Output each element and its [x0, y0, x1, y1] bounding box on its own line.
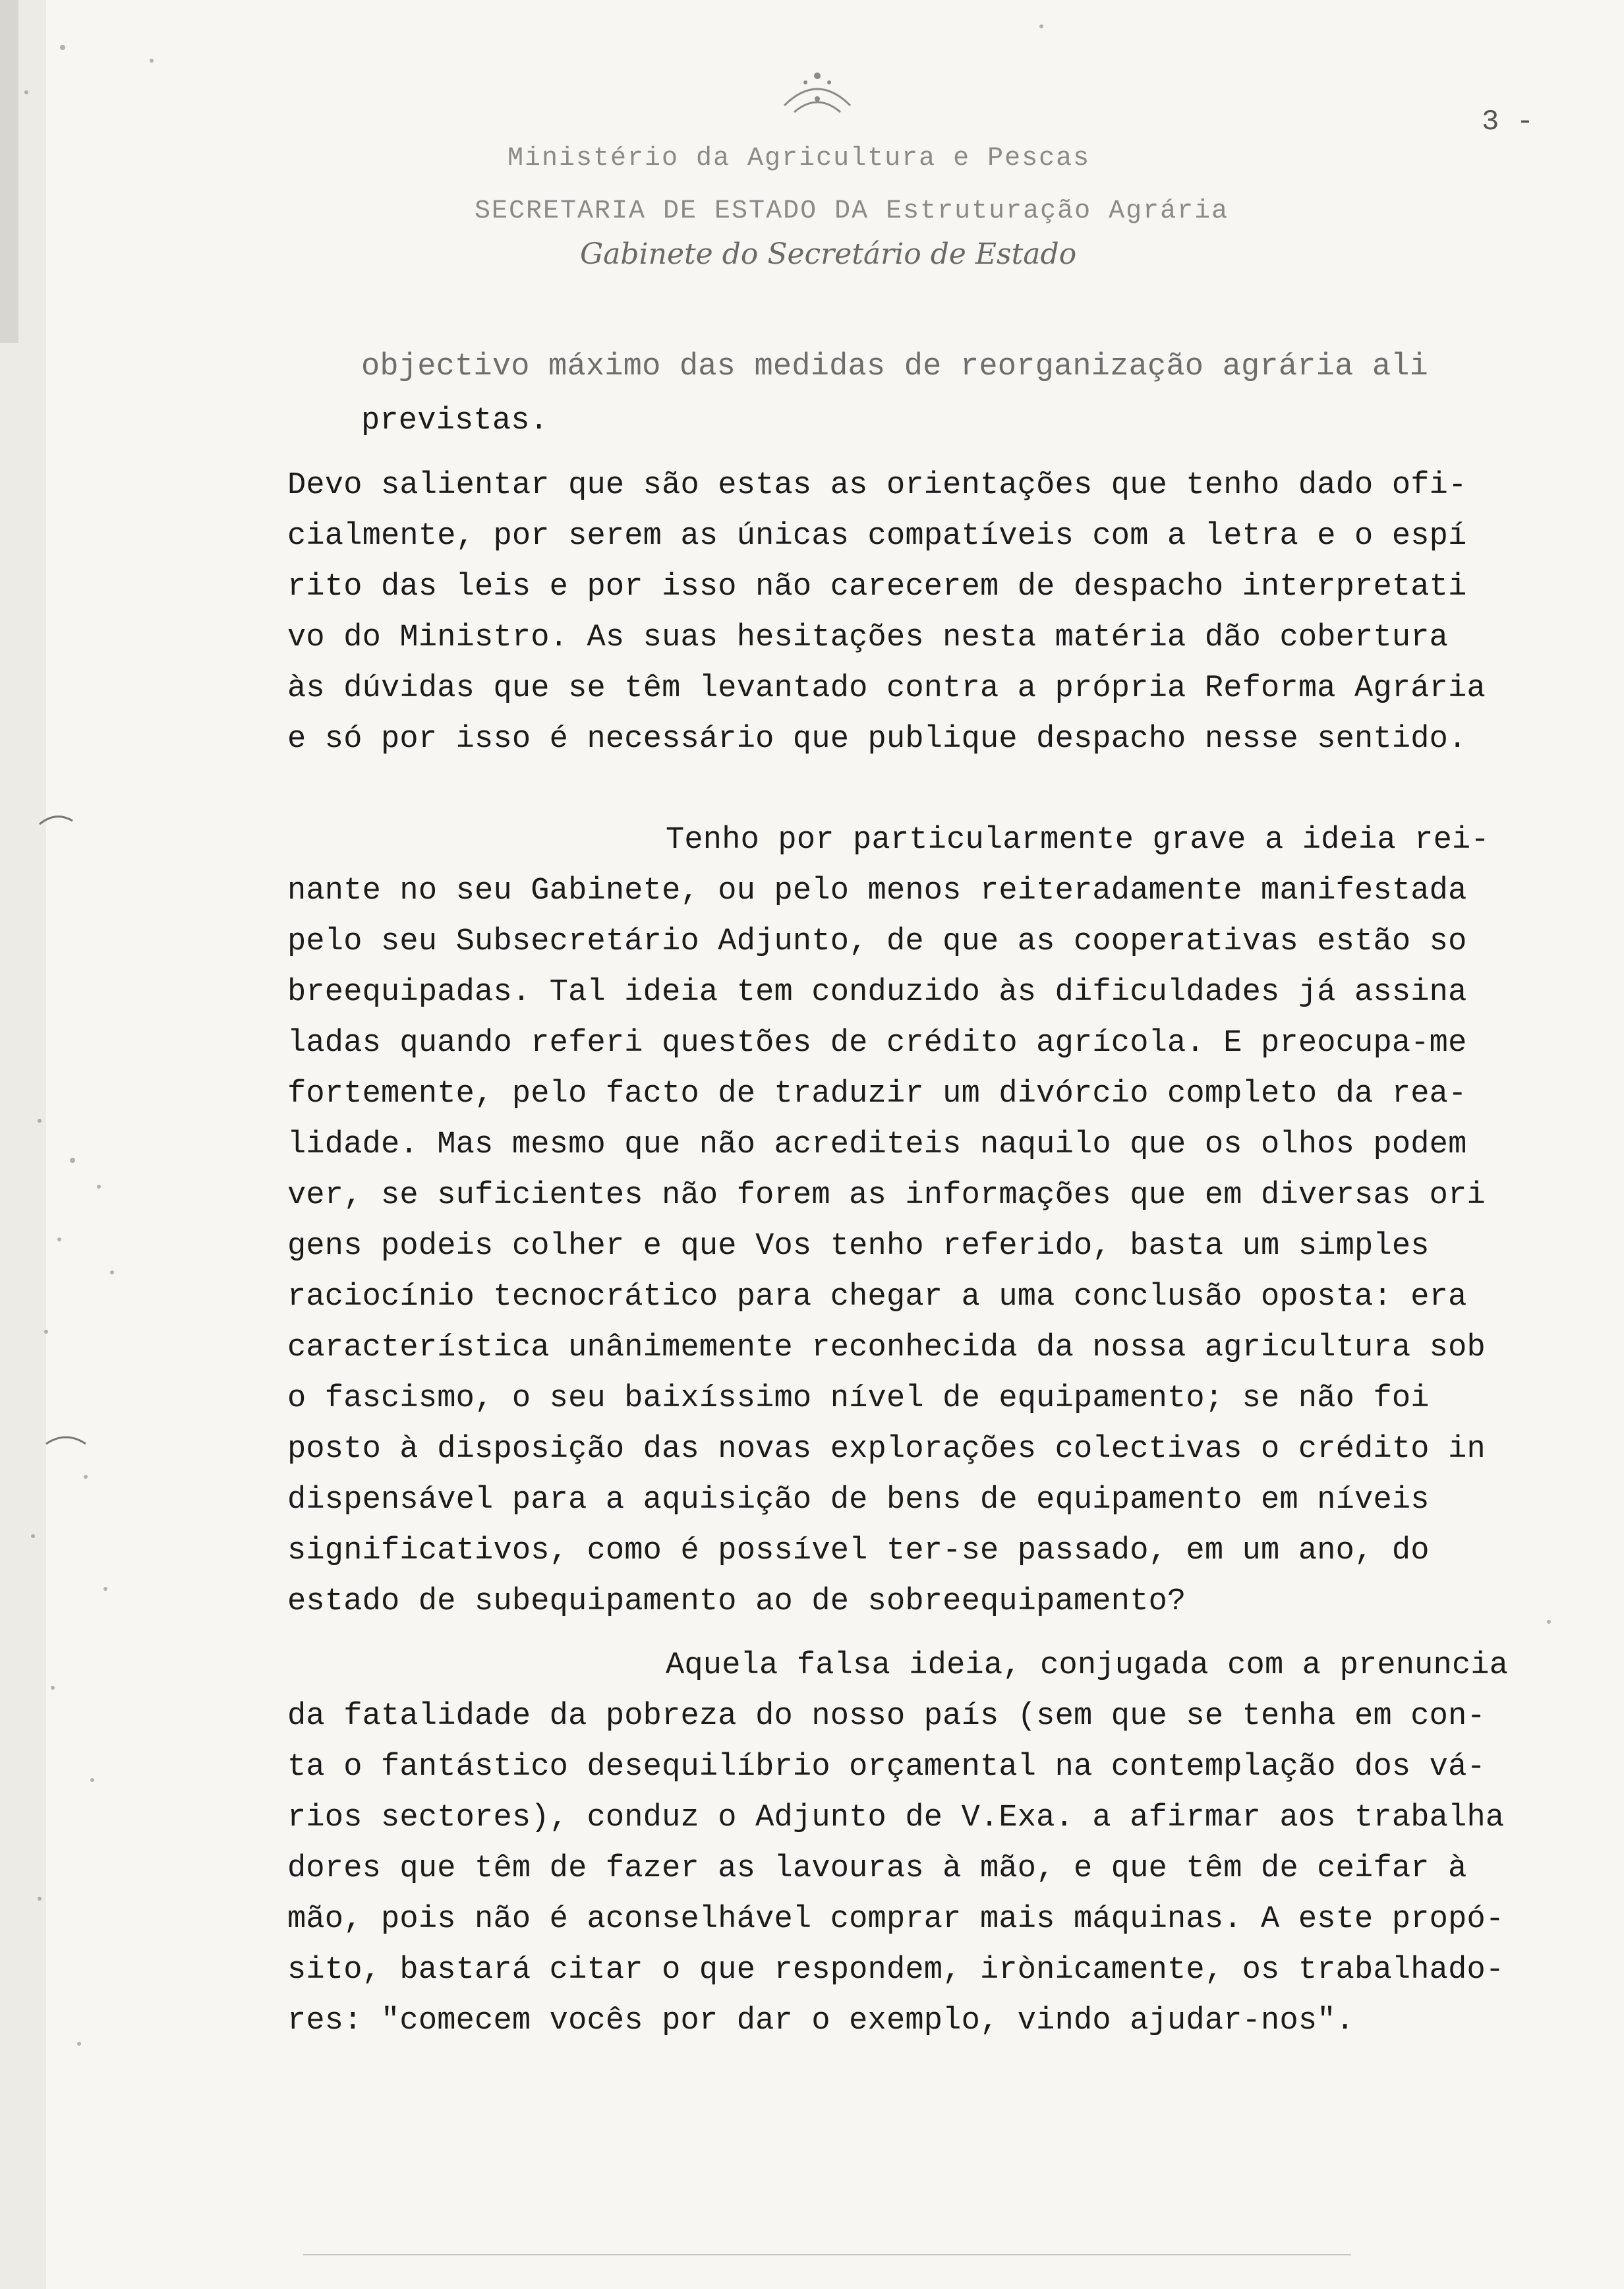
letterhead-ministry: Ministério da Agricultura e Pescas [508, 144, 1091, 173]
text-line: às dúvidas que se têm levantado contra a própria Reforma Agrária [287, 671, 1486, 706]
text-line: significativos, como é possível ter-se passado, em um ano, do [287, 1533, 1430, 1568]
text-line: ver, se suficientes não forem as informações que em diversas ori [287, 1178, 1486, 1213]
text-line: cialmente, por serem as únicas compatíveis com a letra e o espí [287, 519, 1467, 554]
page-number: 3 - [1482, 105, 1534, 138]
text-line: pelo seu Subsecretário Adjunto, de que as cooperativas estão so [287, 924, 1467, 959]
text-line: ladas quando referi questões de crédito agrícola. E preocupa-me [287, 1026, 1467, 1061]
text-line: sito, bastará citar o que respondem, irònicamente, os trabalhado- [287, 1953, 1505, 1988]
republic-seal [765, 59, 870, 132]
text-line: o fascismo, o seu baixíssimo nível de equipamento; se não foi [287, 1381, 1430, 1416]
text-line: raciocínio tecnocrático para chegar a uma conclusão oposta: era [287, 1280, 1467, 1315]
text-line: Devo salientar que são estas as orientações que tenho dado ofi- [287, 468, 1467, 503]
text-line: lidade. Mas mesmo que não acrediteis naquilo que os olhos podem [287, 1127, 1467, 1162]
text-line: breequipadas. Tal ideia tem conduzido às dificuldades já assina [287, 975, 1467, 1010]
text-line: e só por isso é necessário que publique despacho nesse sentido. [287, 722, 1467, 757]
text-line: estado de subequipamento ao de sobreequipamento? [287, 1584, 1186, 1619]
text-line: rito das leis e por isso não carecerem de despacho interpretati [287, 570, 1467, 605]
text-line: dispensável para a aquisição de bens de equipamento em níveis [287, 1483, 1430, 1518]
letterhead-office-stamp: Gabinete do Secretário de Estado [580, 237, 1077, 271]
text-line: posto à disposição das novas explorações colectivas o crédito in [287, 1432, 1486, 1467]
text-line: previstas. [361, 403, 549, 438]
text-line: Tenho por particularmente grave a ideia rei- [666, 823, 1490, 858]
text-line: res: "comecem vocês por dar o exemplo, vindo ajudar-nos". [287, 2004, 1355, 2038]
text-line: rios sectores), conduz o Adjunto de V.Exa. a afirmar aos trabalha [287, 1800, 1505, 1835]
text-line: dores que têm de fazer as lavouras à mão, e que têm de ceifar à [287, 1851, 1467, 1886]
text-line: ta o fantástico desequilíbrio orçamental na contemplação dos vá- [287, 1750, 1486, 1785]
text-line: característica unânimemente reconhecida da nossa agricultura sob [287, 1330, 1486, 1365]
text-line: mão, pois não é aconselhável comprar mais máquinas. A este propó- [287, 1902, 1505, 1937]
text-line: objectivo máximo das medidas de reorganização agrária ali [361, 349, 1429, 384]
text-line: vo do Ministro. As suas hesitações nesta matéria dão cobertura [287, 620, 1449, 655]
text-line: gens podeis colher e que Vos tenho referido, basta um simples [287, 1229, 1430, 1264]
text-line: da fatalidade da pobreza do nosso país (sem que se tenha em con- [287, 1699, 1486, 1734]
text-line: Aquela falsa ideia, conjugada com a prenuncia [666, 1648, 1509, 1683]
text-line: fortemente, pelo facto de traduzir um divórcio completo da rea- [287, 1077, 1467, 1112]
text-line: nante no seu Gabinete, ou pelo menos reiteradamente manifestada [287, 874, 1467, 908]
letterhead-secretariat: SECRETARIA DE ESTADO DA Estruturação Agrária [475, 196, 1229, 226]
